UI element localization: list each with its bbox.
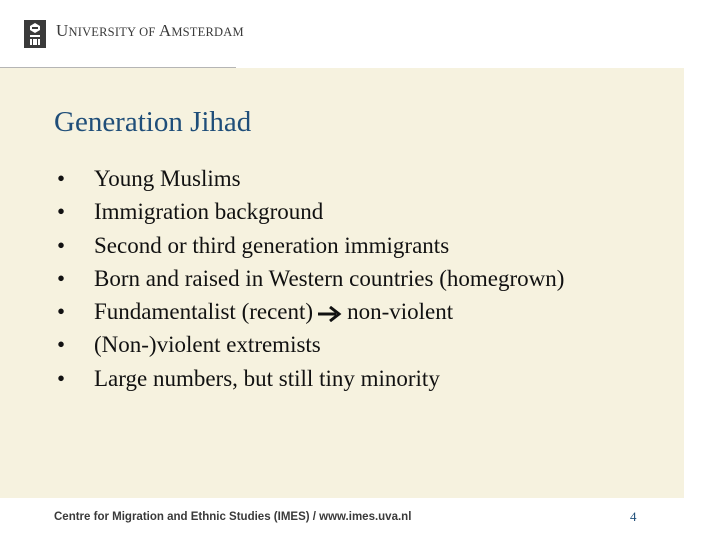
bullet-dot: • xyxy=(56,332,66,358)
bullet-dot: • xyxy=(56,199,66,225)
bullet-dot: • xyxy=(56,166,66,191)
university-logo-icon xyxy=(24,20,46,48)
right-arrow-icon xyxy=(317,306,343,322)
bullet-text: Second or third generation immigrants xyxy=(94,232,450,258)
uni-text-2: MSTERDAM xyxy=(171,25,244,39)
bullet-text: Large numbers, but still tiny minority xyxy=(94,365,440,391)
bullet-text: (Non-)violent extremists xyxy=(94,332,321,358)
bullet-dot: • xyxy=(56,232,66,258)
bullet-text-after-arrow: non-violent xyxy=(347,299,454,325)
slide-title: Generation Jihad xyxy=(54,106,252,138)
uni-letter-a: A xyxy=(158,21,172,40)
bullet-text: Fundamentalist (recent) xyxy=(94,299,314,325)
bullet-dot: • xyxy=(56,265,66,291)
bullet-text: Born and raised in Western countries (homegrown) xyxy=(94,265,565,291)
footer-text: Centre for Migration and Ethnic Studies (IMES) / www.imes.uva.nl xyxy=(54,511,412,523)
header xyxy=(0,0,720,68)
page-number: 4 xyxy=(630,509,637,524)
uni-text-1: NIVERSITY OF xyxy=(68,25,159,39)
bullet-text: Immigration background xyxy=(94,199,324,225)
bullet-text-with-arrow xyxy=(94,295,453,328)
bullet-dot: • xyxy=(56,299,66,325)
bullet-dot: • xyxy=(56,365,66,391)
uni-letter-u: U xyxy=(56,21,69,40)
bullet-text: Young Muslims xyxy=(94,166,241,191)
university-name xyxy=(56,21,244,41)
